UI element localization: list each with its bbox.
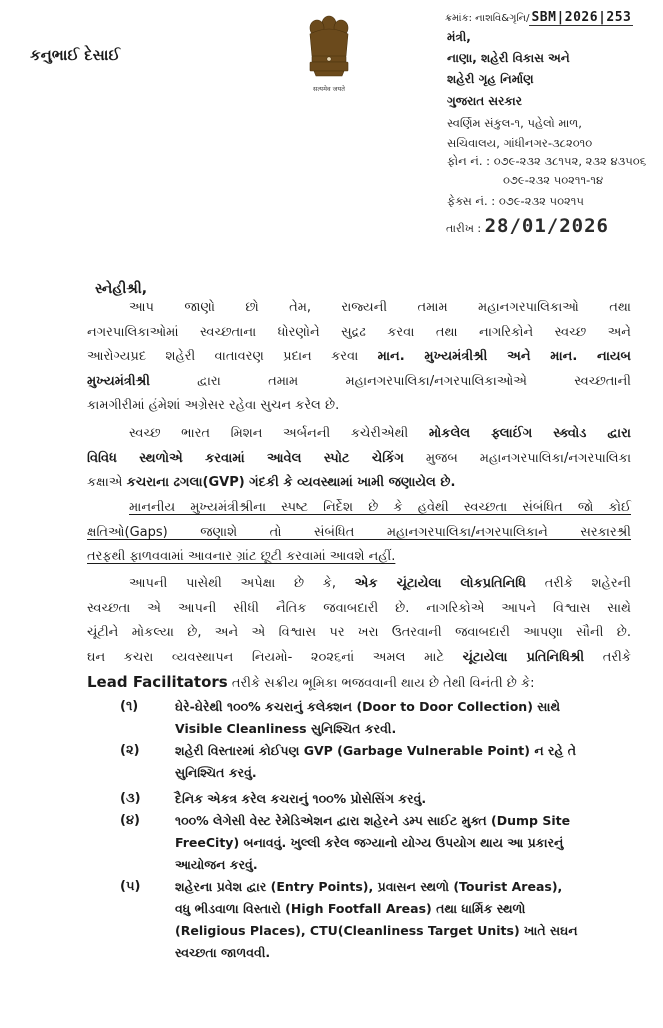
text-line xyxy=(87,471,631,496)
text-line: સ્વચ્છતા એ આપની સીધી નૈતિક જવાબદારી છે. નાગરિકોએ આપને વિશ્વાસ સાથે xyxy=(87,600,631,616)
office-line-2: શહેરી ગૃહ નિર્માણ xyxy=(447,72,534,86)
text-line: આયોજન કરવું. xyxy=(175,857,258,872)
text-line: તરફથી ફાળવવામાં આવનાર ગ્રાંટ છૂટી કરવામાં આવશે નહીં. xyxy=(87,549,396,564)
office-line-3: ગુજરાત સરકાર xyxy=(447,94,522,108)
reference-code: SBM|2026|253 xyxy=(531,10,632,25)
text-line xyxy=(87,422,631,447)
list-item-text xyxy=(175,696,645,740)
text-line xyxy=(87,447,631,472)
text-line: ૧૦૦% લેગેસી વેસ્ટ રેમેડિએશન દ્વારા શહેરને ડમ્પ સાઈટ મુક્ત (Dump Site xyxy=(175,813,571,828)
text-line: ઘેરે-ઘેરેથી ૧૦૦% કચરાનું કલેક્શન (Door to Door Collection) સાથે xyxy=(175,699,561,714)
text-line: (Religious Places), CTU(Cleanliness Target Units) ખાતે સઘન xyxy=(175,923,578,938)
list-item-text xyxy=(175,810,645,876)
text-segment: આરોગ્યપ્રદ શહેરી વાતાવરણ પ્રદાન કરવા xyxy=(87,349,359,364)
office-address-2: સચિવાલય, ગાંધીનગર-૩૮૨૦૧૦ xyxy=(447,136,593,150)
office-phone-2: ૦૭૯-૨૩૨ ૫૦૨૧૧-૧૪ xyxy=(503,173,604,187)
sender-name: કનુભાઈ દેસાઈ xyxy=(30,46,121,64)
text-segment: દ્વારા તમામ મહાનગરપાલિકા/નગરપાલિકાઓએ સ્વચ્છતાની xyxy=(197,373,631,389)
office-address-1: સ્વર્ણિમ સંકુલ-૧, પહેલો માળ, xyxy=(447,116,582,130)
lead-facilitators-text: Lead Facilitators xyxy=(87,673,228,691)
bold-text: એક ચૂંટાયેલા લોકપ્રતિનિધિ xyxy=(354,576,527,591)
reference-label: ક્રમાંક: નાશવિ&ગૃનિ/ xyxy=(445,13,530,24)
text-line: કામગીરીમાં હંમેશાં અગ્રેસર રહેવા સુચન કરેલ છે. xyxy=(87,398,340,413)
date-value: 28/01/2026 xyxy=(484,215,609,237)
text-line: FreeCity) બનાવવું. ખુલ્લી કરેલ જગ્યાનો યોગ્ય ઉપયોગ થાય આ પ્રકારનું xyxy=(175,835,564,850)
text-line: Visible Cleanliness સુનિશ્ચિત કરવી. xyxy=(175,721,397,736)
text-line: ક્ષતિઓ(Gaps) જણાશે તો સંબંધિત મહાનગરપાલિકા/નગરપાલિકાને સરકારશ્રી xyxy=(87,524,631,540)
text-line: નગરપાલિકાઓમાં સ્વચ્છતાના ધોરણોને સુદ્રઢ કરવા તથા નાગરિકોને સ્વચ્છ અને xyxy=(87,324,631,340)
bold-text: કચરાના ઢગલા(GVP) ગંદકી કે વ્યવસ્થામાં ખામી જણાયેલ છે. xyxy=(126,475,456,490)
list-item-number: (૩) xyxy=(120,791,141,806)
list-item-number: (૨) xyxy=(120,743,140,758)
bold-text: માન. મુખ્યમંત્રીશ્રી અને માન. નાયબ xyxy=(377,349,631,364)
text-line: શહેરી વિસ્તારમાં કોઈપણ GVP (Garbage Vulnerable Point) ન રહે તે xyxy=(175,743,576,758)
salutation: સ્નેહીશ્રી, xyxy=(95,281,148,297)
text-segment: કક્ષાએ xyxy=(87,475,123,490)
list-item-text xyxy=(175,740,645,784)
text-line xyxy=(87,370,631,395)
paragraph-2 xyxy=(87,422,631,496)
text-line xyxy=(87,670,631,697)
office-fax: ફેક્સ નં. : ૦૭૯-૨૩૨ ૫૦૨૧૫ xyxy=(447,194,584,208)
list-item-number: (૧) xyxy=(120,699,139,714)
bold-text: વિવિધ સ્થળોએ કરવામાં આવેલ સ્પોટ ચેકિંગ xyxy=(87,450,404,466)
paragraph-4 xyxy=(87,572,631,697)
text-line: માનનીય મુખ્યમંત્રીશ્રીના સ્પષ્ટ નિર્દેશ છે કે હવેથી સ્વચ્છતા સંબંધિત જો કોઈ xyxy=(129,500,631,515)
text-line: સ્વચ્છતા જાળવવી. xyxy=(175,945,271,960)
office-line-1: નાણા, શહેરી વિકાસ અને xyxy=(447,51,570,65)
text-segment: સ્વચ્છ ભારત મિશન અર્બનની કચેરીએથી xyxy=(129,426,409,441)
list-item-number: (૫) xyxy=(120,879,141,894)
bold-text: મોકલેલ ફ્લાઈંગ સ્ક્વોડ દ્વારા xyxy=(428,426,631,441)
text-line xyxy=(87,646,631,671)
reference-number xyxy=(445,10,633,25)
text-segment: તરીકે શહેરની xyxy=(544,576,631,591)
list-item-text xyxy=(175,788,645,810)
text-segment: તરીકે xyxy=(602,649,631,665)
text-segment: મુજબ મહાનગરપાલિકા/નગરપાલિકા xyxy=(425,450,632,466)
bold-text: ચૂંટાયેલા પ્રતિનિધિશ્રી xyxy=(462,649,585,665)
bold-text: મુખ્યમંત્રીશ્રી xyxy=(87,373,150,389)
text-line xyxy=(87,572,631,597)
paragraph-3 xyxy=(87,496,631,570)
office-phone-1: ફોન નં. : ૦૭૯-૨૩૨ ૩૮૧૫૨, ૨૩૨ ૪૩૫૦૬ xyxy=(447,154,647,168)
emblem-motto: सत्यमेव जयते xyxy=(313,85,345,93)
text-segment: તરીકે સક્રીય ભૂમિકા ભજવવાની થાય છે તેથી વિનંતી છે કે: xyxy=(231,676,535,691)
date-label: તારીખ : xyxy=(446,222,482,235)
text-segment: આપની પાસેથી અપેક્ષા છે કે, xyxy=(129,576,336,591)
office-title: મંત્રી, xyxy=(447,30,471,44)
text-line: સુનિશ્ચિત કરવું. xyxy=(175,765,257,780)
national-emblem-icon xyxy=(300,4,358,96)
text-segment: ઘન કચરા વ્યવસ્થાપન નિયમો- ૨૦૨૬નાં અમલ માટે xyxy=(87,649,445,665)
text-line: ચૂંટીને મોકલ્યા છે, અને એ વિશ્વાસ પર ખરા ઉતરવાની જવાબદારી આપણા સૌની છે. xyxy=(87,625,631,640)
text-line: શહેરના પ્રવેશ દ્વાર (Entry Points), પ્રવાસન સ્થળો (Tourist Areas), xyxy=(175,879,563,894)
paragraph-1 xyxy=(87,296,631,419)
text-line: વધુ ભીડવાળા વિસ્તારો (High Footfall Areas) તથા ધાર્મિક સ્થળો xyxy=(175,901,526,916)
text-line: આપ જાણો છો તેમ, રાજ્યની તમામ મહાનગરપાલિકાઓ તથા xyxy=(129,300,631,315)
letter-date xyxy=(446,215,609,237)
text-line: દૈનિક એકત્ર કરેલ કચરાનું ૧૦૦% પ્રોસેસિંગ કરવું. xyxy=(175,791,427,806)
text-line xyxy=(87,345,631,370)
list-item-number: (૪) xyxy=(120,813,140,828)
list-item-text xyxy=(175,876,645,964)
